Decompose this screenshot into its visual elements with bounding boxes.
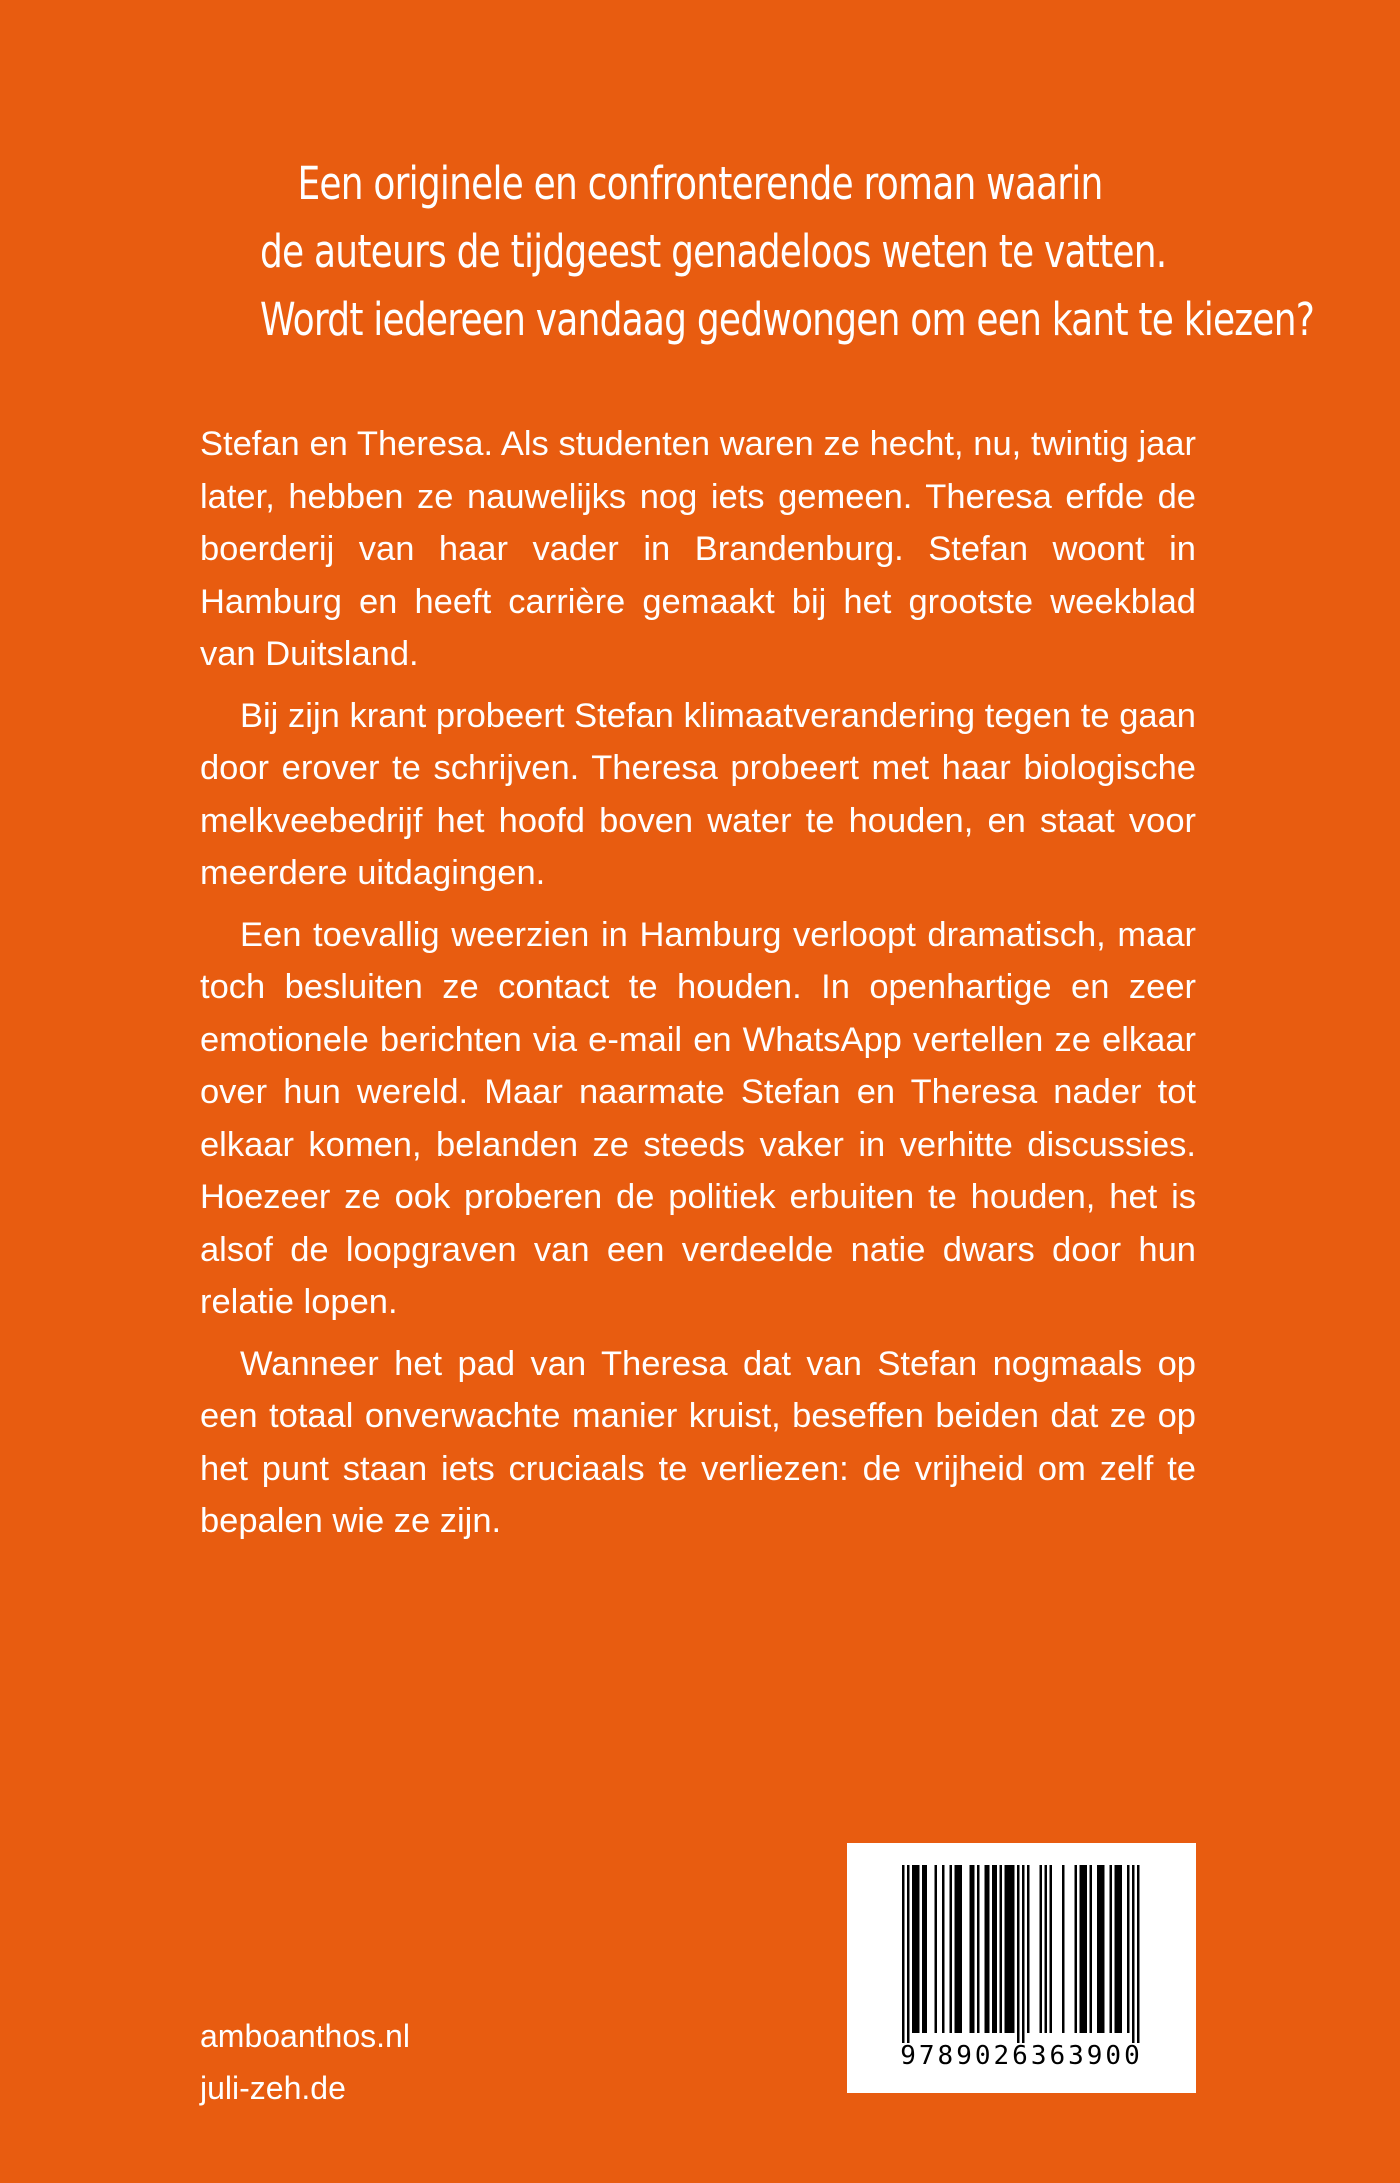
barcode-bar: [902, 1865, 905, 2043]
barcode-bar: [960, 1865, 963, 2033]
barcode-bar: [977, 1865, 980, 2033]
barcode-bar: [1080, 1865, 1083, 2033]
barcode-bar: [1127, 1865, 1130, 2033]
barcode-bar: [1017, 1865, 1020, 2043]
isbn-number: 9789026363900: [900, 2041, 1143, 2071]
barcode-bar: [995, 1865, 998, 2033]
barcode-bar: [942, 1865, 945, 2033]
tagline-line: Wordt iedereen vandaag gedwongen om een kant te kiezen?: [260, 293, 1315, 346]
barcode-bar: [985, 1865, 988, 2033]
barcode-bar: [1115, 1865, 1118, 2033]
barcode-bar: [917, 1865, 920, 2033]
barcode-bar: [1120, 1865, 1123, 2033]
barcode-bar: [1005, 1865, 1008, 2033]
blurb-paragraph: Een toevallig weerzien in Hamburg verloopt dramatisch, maar toch besluiten ze contact te houden. In openhartige en zeer emotionele berichten via e-mail en WhatsApp vertellen ze elkaar over hun wereld. Maar naarmate Stefan en Theresa nader tot elkaar komen, belanden ze steeds vaker in verhitte discussies. Hoezeer ze ook proberen de politiek erbuiten te houden, het is alsof de loopgraven van een verdeelde natie dwars door hun relatie lopen.: [200, 915, 1196, 1321]
barcode-bar: [922, 1865, 925, 2033]
author-website[interactable]: juli-zeh.de: [200, 2070, 346, 2106]
barcode-bar: [1000, 1865, 1003, 2033]
barcode: [847, 1843, 1196, 2093]
barcode-bar: [1075, 1865, 1078, 2033]
barcode-bar: [1050, 1865, 1053, 2033]
tagline: [260, 150, 1315, 354]
blurb: [200, 418, 1196, 1557]
barcode-bar: [950, 1865, 953, 2033]
barcode-bar: [907, 1865, 910, 2043]
barcode-bar: [1082, 1865, 1085, 2033]
tagline-line: de auteurs de tijdgeest genadeloos weten te vatten.: [260, 225, 1167, 278]
barcode-bar: [957, 1865, 960, 2033]
website-links: [200, 2010, 410, 2114]
barcode-bar: [935, 1865, 938, 2033]
barcode-bar: [1090, 1865, 1093, 2033]
barcode-bar: [925, 1865, 928, 2033]
barcode-bar: [1137, 1865, 1140, 2043]
barcode-bar: [1100, 1865, 1103, 2033]
barcode-bar: [1045, 1865, 1048, 2033]
barcode-bar: [970, 1865, 973, 2033]
blurb-paragraph: Bij zijn krant probeert Stefan klimaatverandering tegen te gaan door erover te schrijven. Theresa probeert met haar biologische melkveebedrijf het hoofd boven water te houden, en staat voor meerdere uitdagingen.: [200, 696, 1196, 892]
barcode-bar: [1022, 1865, 1025, 2043]
tagline-line: Een originele en confronterende roman waarin: [297, 157, 1103, 210]
barcode-bar: [1010, 1865, 1013, 2033]
barcode-bar: [1027, 1865, 1030, 2033]
barcode-bar: [912, 1865, 915, 2033]
barcode-bar: [1007, 1865, 1010, 2033]
barcode-bar: [955, 1865, 958, 2033]
barcode-bar: [1062, 1865, 1065, 2033]
barcode-bar: [992, 1865, 995, 2033]
barcode-bar: [1085, 1865, 1088, 2033]
barcode-bar: [972, 1865, 975, 2033]
blurb-paragraph: Stefan en Theresa. Als studenten waren ze hecht, nu, twintig jaar later, hebben ze nauwelijks nog iets gemeen. Theresa erfde de boerderij van haar vader in Brandenburg. Stefan woont in Hamburg en heeft carrière gemaakt bij het grootste weekblad van Duitsland.: [200, 425, 1196, 673]
barcode-bar: [1102, 1865, 1105, 2033]
barcode-bar: [1117, 1865, 1120, 2033]
blurb-paragraph: Wanneer het pad van Theresa dat van Stefan nogmaals op een totaal onverwachte manier kruist, beseffen beiden dat ze op het punt staan iets cruciaals te verliezen: de vrijheid om zelf te bepalen wie ze zijn.: [200, 1344, 1196, 1540]
barcode-bar: [987, 1865, 990, 2033]
barcode-bar: [1097, 1865, 1100, 2033]
barcode-bar: [1040, 1865, 1043, 2033]
barcode-bar: [915, 1865, 918, 2033]
publisher-website[interactable]: amboanthos.nl: [200, 2018, 410, 2054]
barcode-bar: [1132, 1865, 1135, 2043]
barcode-bar: [1110, 1865, 1113, 2033]
barcode-bar: [1012, 1865, 1015, 2033]
